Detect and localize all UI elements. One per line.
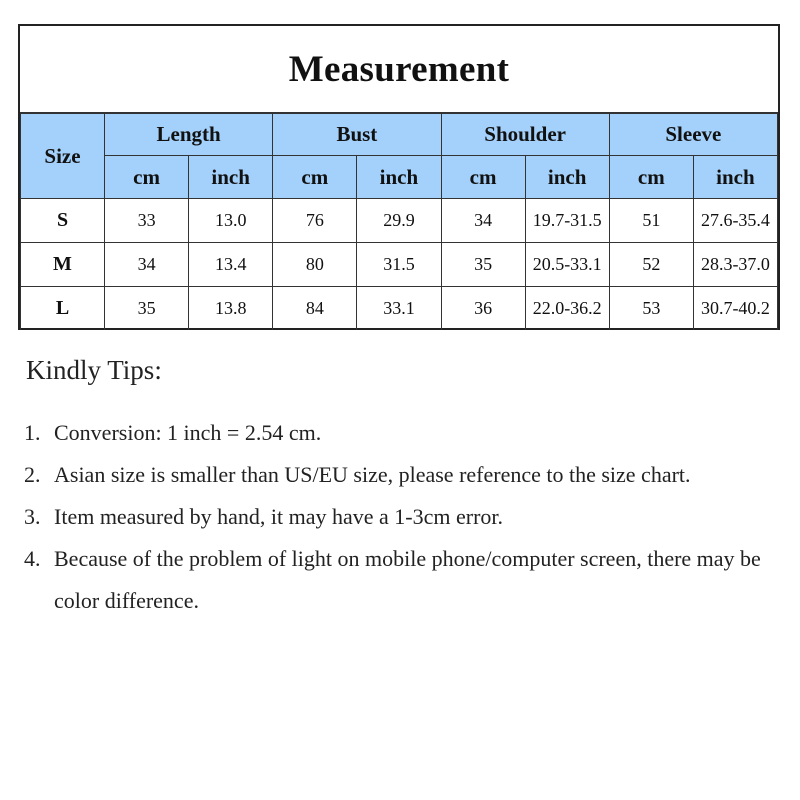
- table-cell: 13.4: [189, 243, 273, 287]
- unit-header-cm: cm: [273, 156, 357, 199]
- group-header-sleeve: Sleeve: [609, 114, 777, 156]
- table-cell: 20.5-33.1: [525, 243, 609, 287]
- table-cell: 19.7-31.5: [525, 199, 609, 243]
- table-cell: 76: [273, 199, 357, 243]
- tips-heading: Kindly Tips:: [26, 355, 162, 385]
- size-cell: S: [21, 199, 105, 243]
- table-cell: 33.1: [357, 287, 441, 331]
- list-item-number: 1.: [24, 420, 41, 445]
- table-cell: 34: [441, 199, 525, 243]
- list-item: [24, 412, 784, 454]
- list-item-text: Because of the problem of light on mobile phone/computer screen, there may be color difference.: [54, 546, 761, 613]
- table-cell: 30.7-40.2: [693, 287, 777, 331]
- table-cell: 34: [105, 243, 189, 287]
- group-header-shoulder: Shoulder: [441, 114, 609, 156]
- table-row: [21, 199, 778, 243]
- table-cell: 51: [609, 199, 693, 243]
- unit-header-inch: inch: [189, 156, 273, 199]
- list-item: [24, 454, 784, 496]
- size-table: [20, 113, 778, 330]
- unit-header-cm: cm: [609, 156, 693, 199]
- table-cell: 33: [105, 199, 189, 243]
- table-row: [21, 243, 778, 287]
- unit-header-inch: inch: [357, 156, 441, 199]
- list-item: [24, 538, 784, 622]
- list-item-text: Conversion: 1 inch = 2.54 cm.: [54, 420, 322, 445]
- tips-list: [24, 412, 784, 622]
- table-cell: 22.0-36.2: [525, 287, 609, 331]
- list-item: [24, 496, 784, 538]
- table-cell: 28.3-37.0: [693, 243, 777, 287]
- size-cell: M: [21, 243, 105, 287]
- group-header-length: Length: [105, 114, 273, 156]
- header-row-groups: [21, 114, 778, 156]
- chart-title: Measurement: [20, 26, 778, 113]
- unit-header-cm: cm: [441, 156, 525, 199]
- table-cell: 52: [609, 243, 693, 287]
- table-row: [21, 287, 778, 331]
- table-cell: 80: [273, 243, 357, 287]
- table-cell: 13.0: [189, 199, 273, 243]
- table-cell: 53: [609, 287, 693, 331]
- list-item-text: Item measured by hand, it may have a 1-3cm error.: [54, 504, 504, 529]
- size-column-header: Size: [21, 114, 105, 199]
- table-cell: 35: [105, 287, 189, 331]
- table-cell: 35: [441, 243, 525, 287]
- list-item-number: 2.: [24, 462, 41, 487]
- header-row-units: [21, 156, 778, 199]
- list-item-text: Asian size is smaller than US/EU size, please reference to the size chart.: [54, 462, 691, 487]
- unit-header-inch: inch: [693, 156, 777, 199]
- group-header-bust: Bust: [273, 114, 441, 156]
- table-cell: 27.6-35.4: [693, 199, 777, 243]
- list-item-number: 3.: [24, 504, 41, 529]
- size-cell: L: [21, 287, 105, 331]
- unit-header-cm: cm: [105, 156, 189, 199]
- table-cell: 31.5: [357, 243, 441, 287]
- unit-header-inch: inch: [525, 156, 609, 199]
- table-cell: 29.9: [357, 199, 441, 243]
- size-chart: [18, 24, 780, 330]
- tips-section: [24, 355, 784, 622]
- table-cell: 84: [273, 287, 357, 331]
- table-cell: 36: [441, 287, 525, 331]
- table-cell: 13.8: [189, 287, 273, 331]
- list-item-number: 4.: [24, 546, 41, 571]
